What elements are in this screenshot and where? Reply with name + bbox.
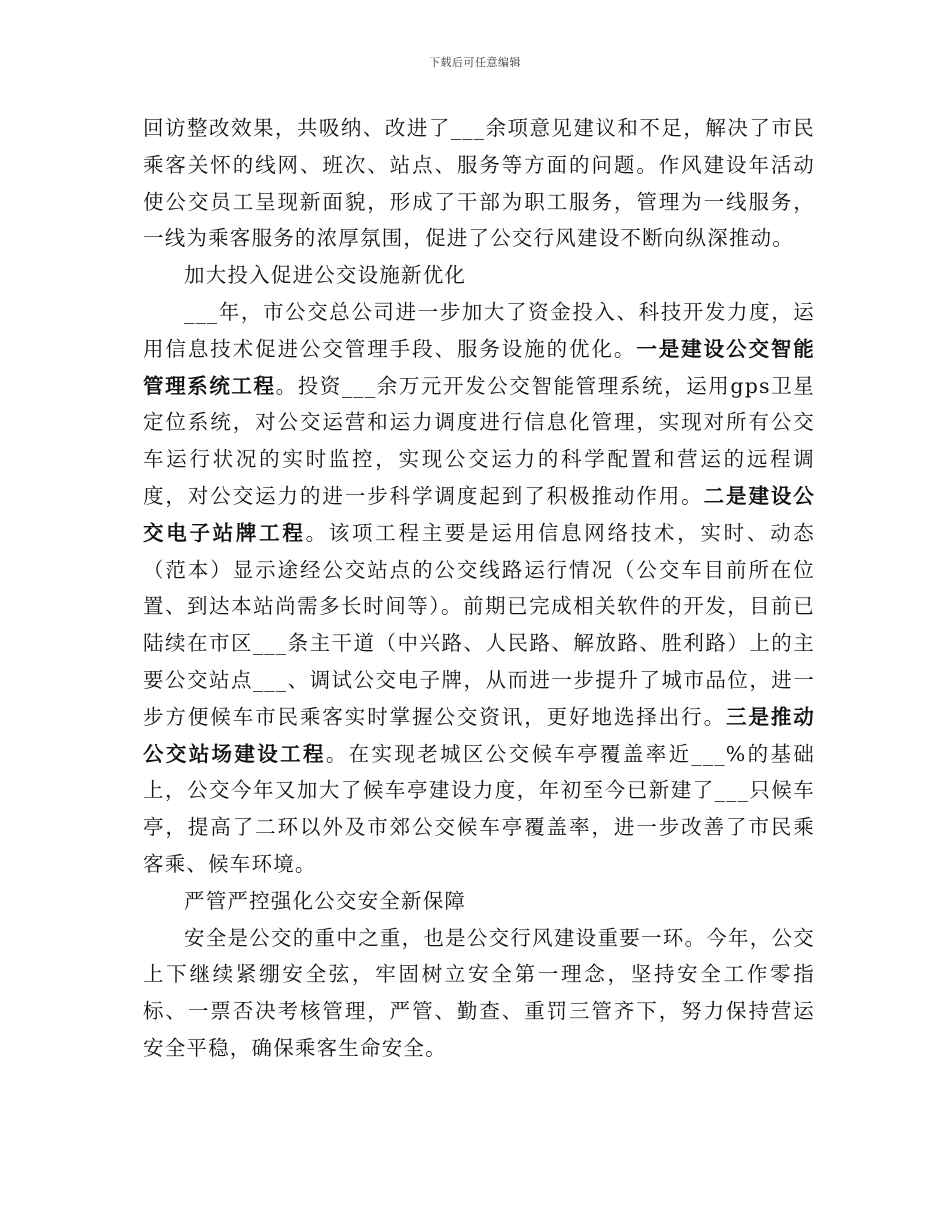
bold-text-run: 二是建设公交电子站牌工程 — [143, 483, 816, 545]
page-header-note: 下载后可任意编辑 — [429, 56, 521, 69]
text-run: 。在实现老城区公交候车亭覆盖率近___%的基础上，公交今年又加大了候车亭建设力度，年初至今已新建了___只候车亭，提高了二环以外及市郊公交候车亭覆盖率，进一步改善了市民乘客乘、候车环境。 — [143, 741, 815, 876]
section-heading-investment — [143, 257, 815, 294]
paragraph-investment — [143, 294, 815, 883]
text-run: 安全是公交的重中之重，也是公交行风建设重要一环。今年，公交上下继续紧绷安全弦，牢固树立安全第一理念，坚持安全工作零指标、一票否决考核管理，严管、勤查、重罚三管齐下，努力保持营运安全平稳，确保乘客生命安全。 — [143, 925, 815, 1060]
bold-text-run: 一是建设公交智能管理系统工程 — [143, 336, 815, 398]
text-run: 严管严控强化公交安全新保障 — [184, 888, 467, 913]
document-body — [143, 110, 815, 1067]
paragraph-safety — [143, 920, 815, 1067]
section-heading-safety — [143, 883, 815, 920]
text-run: 加大投入促进公交设施新优化 — [184, 263, 467, 288]
paragraph-intro — [143, 110, 815, 257]
text-run: 。该项工程主要是运用信息网络技术，实时、动态（范本）显示途经公交站点的公交线路运行情况（公交车目前所在位置、到达本站尚需多长时间等）。前期已完成相关软件的开发，目前已陆续在市区___条主干道（中兴路、人民路、解放路、胜利路）上的主要公交站点___、调试公交电子牌，从而进一步提升了城市品位，进一步方便候车市民乘客实时掌握公交资讯，更好地选择出行。 — [143, 520, 815, 729]
text-run: 。投资___余万元开发公交智能管理系统，运用gps卫星定位系统，对公交运营和运力调度进行信息化管理，实现对所有公交车运行状况的实时监控，实现公交运力的科学配置和营运的远程调度，对公交运力的进一步科学调度起到了积极推动作用。 — [143, 373, 815, 508]
bold-text-run: 三是推动公交站场建设工程 — [143, 704, 815, 766]
text-run: 回访整改效果，共吸纳、改进了___余项意见建议和不足，解决了市民乘客关怀的线网、班次、站点、服务等方面的问题。作风建设年活动使公交员工呈现新面貌，形成了干部为职工服务，管理为一线服务，一线为乘客服务的浓厚氛围，促进了公交行风建设不断向纵深推动。 — [143, 116, 815, 251]
text-run: ___年，市公交总公司进一步加大了资金投入、科技开发力度，运用信息技术促进公交管理手段、服务设施的优化。 — [143, 299, 815, 361]
